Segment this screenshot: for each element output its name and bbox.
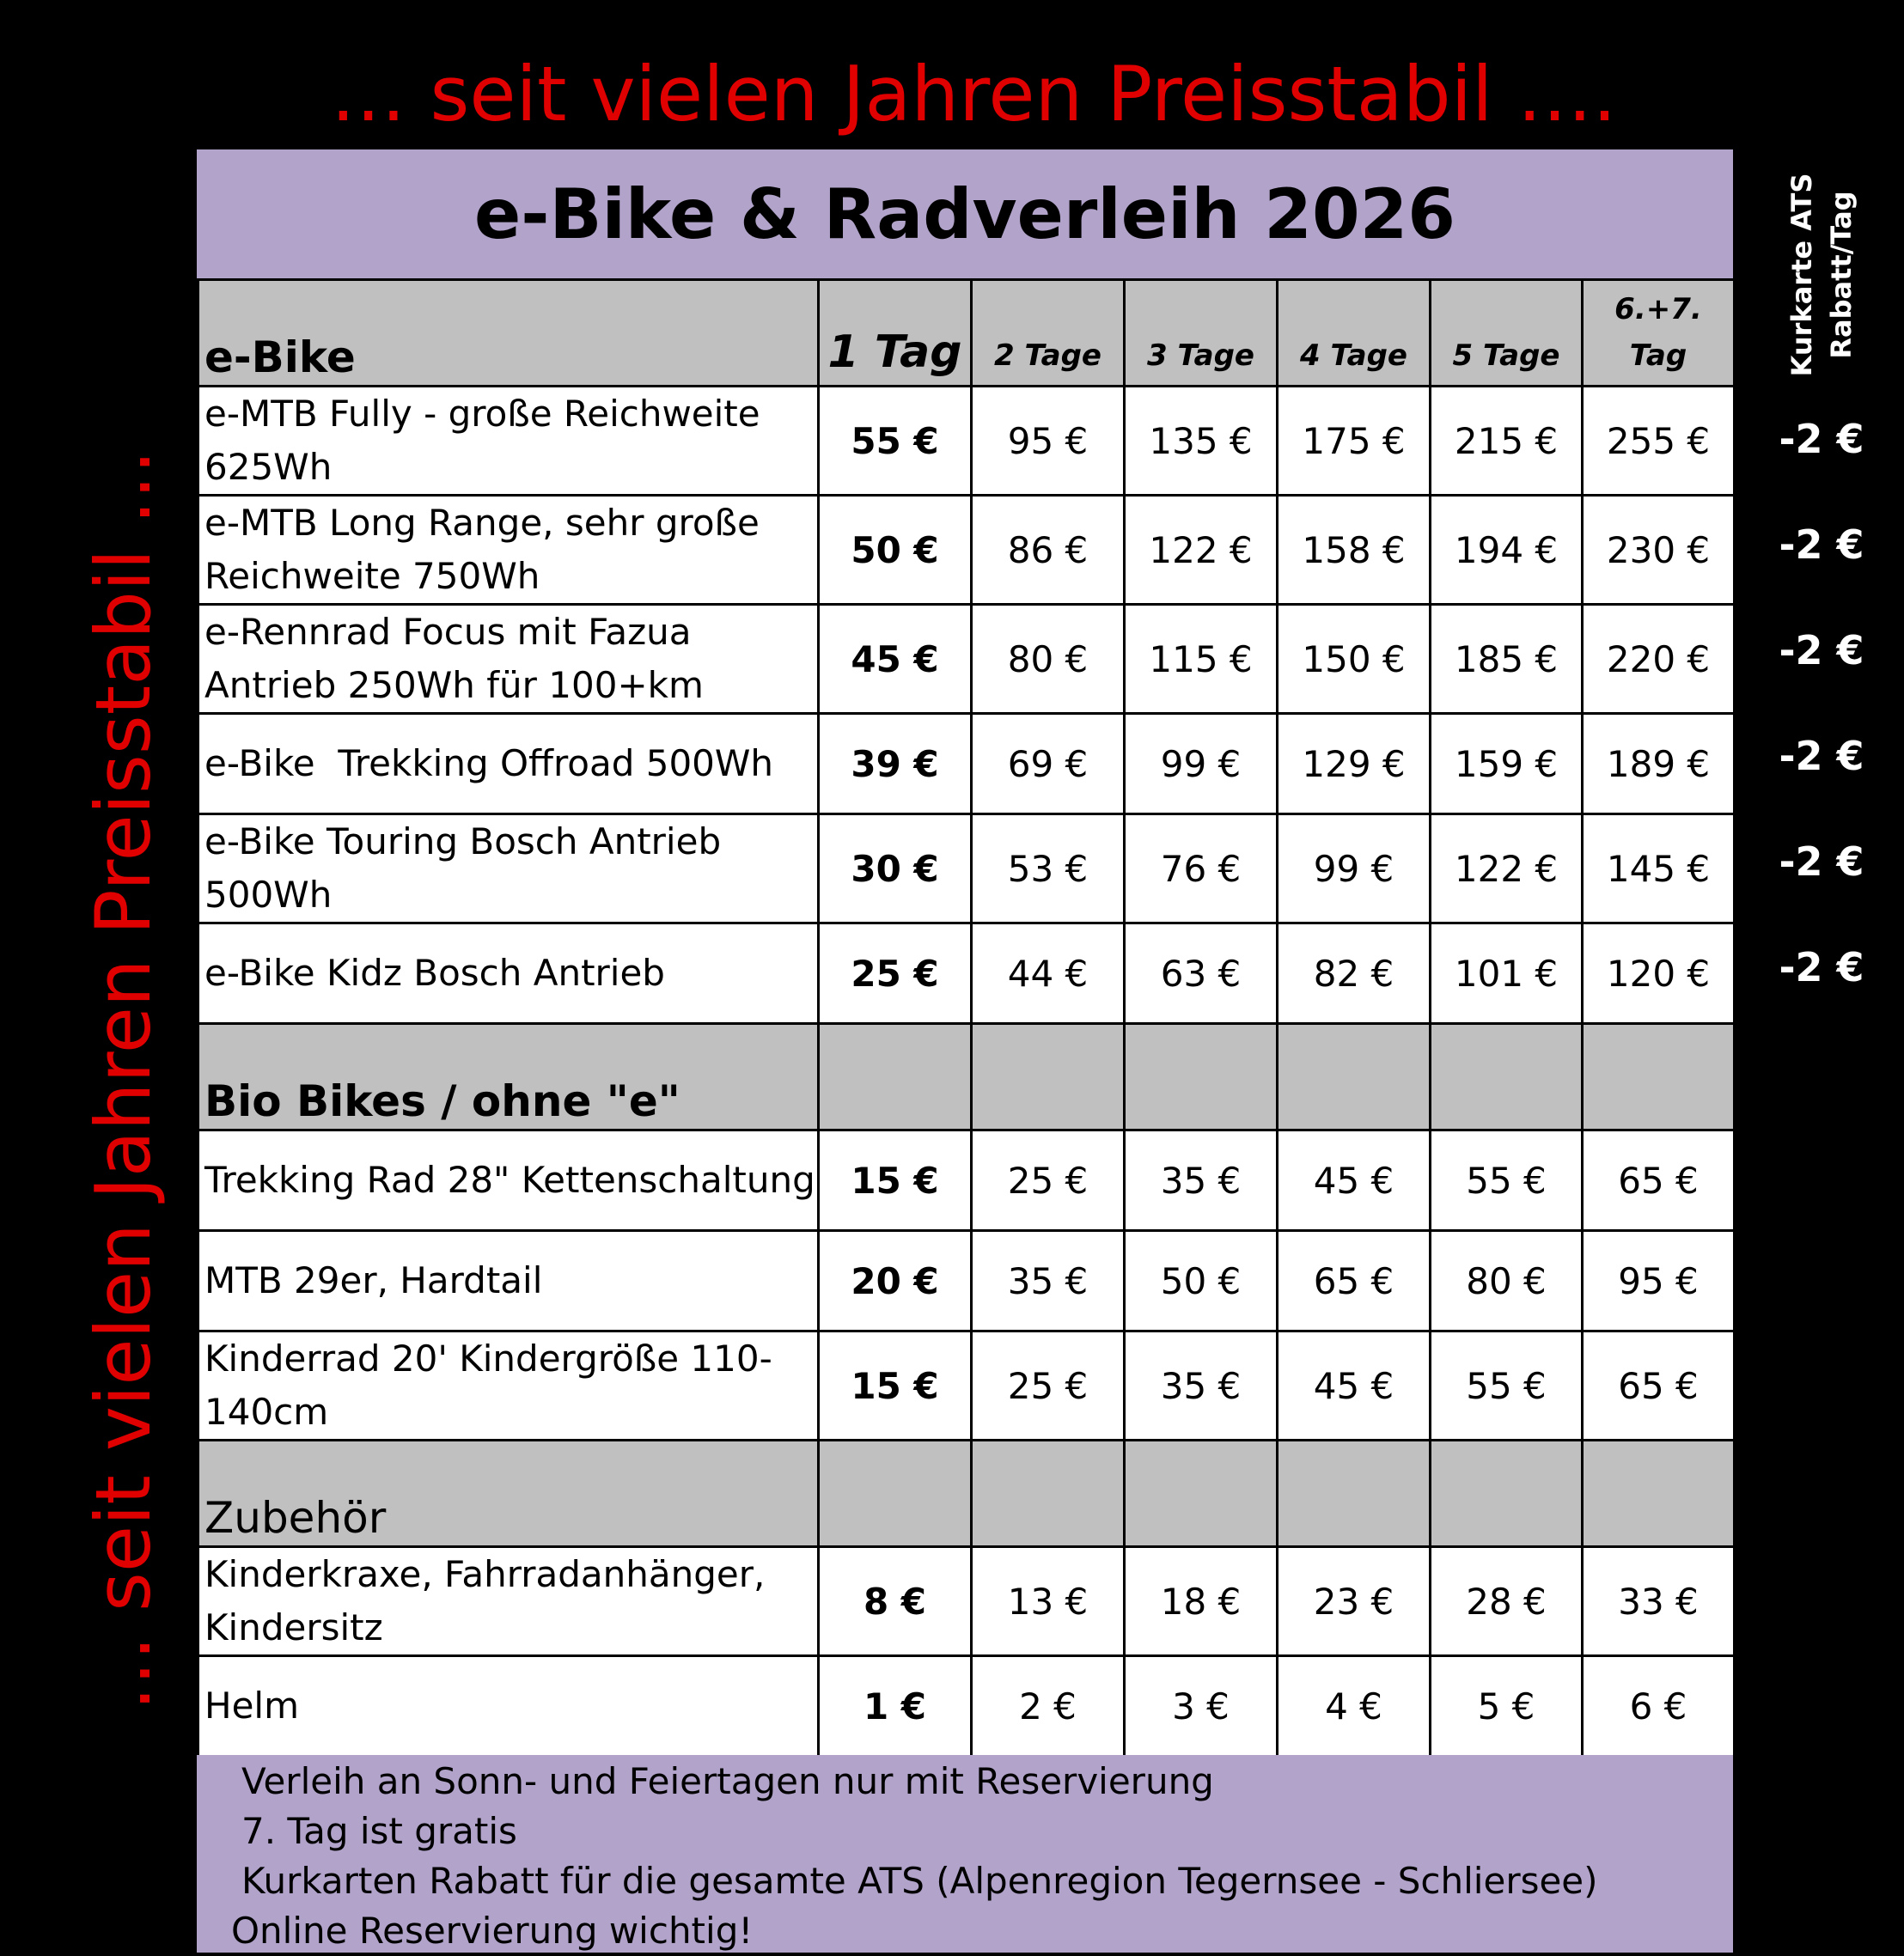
price-1-day: 20 € [819,1231,972,1331]
column-header-6-7-day: 6.+7. Tag [1583,280,1735,387]
price-3-days: 50 € [1125,1231,1278,1331]
table-row [198,1547,1735,1656]
price-3-days: 135 € [1125,387,1278,496]
price-6-7-days: 95 € [1583,1231,1735,1331]
price-3-days: 3 € [1125,1656,1278,1757]
price-5-days: 194 € [1431,496,1583,605]
section-title-bio-bikes: Bio Bikes / ohne "e" [198,1024,819,1130]
price-2-days: 86 € [972,496,1125,605]
price-1-day: 55 € [819,387,972,496]
price-4-days: 4 € [1278,1656,1431,1757]
item-name: Kinderrad 20' Kindergröße 110- 140cm [198,1331,819,1441]
column-header-2-days: 2 Tage [972,280,1125,387]
price-6-7-days: 145 € [1583,814,1735,923]
discount-header-line1: Kurkarte ATS [1785,173,1818,377]
page-title: e-Bike & Radverleih 2026 [197,149,1733,278]
price-1-day: 15 € [819,1331,972,1441]
discount-value: -2 € [1779,521,1864,568]
table-row [198,923,1735,1024]
price-3-days: 76 € [1125,814,1278,923]
price-5-days: 159 € [1431,714,1583,814]
price-6-7-days: 6 € [1583,1656,1735,1757]
item-name: Helm [198,1656,819,1757]
price-4-days: 99 € [1278,814,1431,923]
price-4-days: 45 € [1278,1331,1431,1441]
discount-value: -2 € [1779,627,1864,673]
section-header-row [198,1024,1735,1130]
table-row [198,1331,1735,1441]
price-3-days: 115 € [1125,605,1278,714]
price-6-7-days: 255 € [1583,387,1735,496]
price-3-days: 35 € [1125,1331,1278,1441]
table-row [198,1656,1735,1757]
side-banner: … seit vielen Jahren Preisstabil … [79,449,168,1711]
price-3-days: 63 € [1125,923,1278,1024]
column-header-4-days: 4 Tage [1278,280,1431,387]
price-4-days: 158 € [1278,496,1431,605]
price-2-days: 53 € [972,814,1125,923]
table-row [198,1231,1735,1331]
item-name: e-MTB Fully - große Reichweite 625Wh [198,387,819,496]
price-5-days: 122 € [1431,814,1583,923]
price-table [197,278,1736,1758]
price-6-7-days: 220 € [1583,605,1735,714]
price-5-days: 5 € [1431,1656,1583,1757]
price-4-days: 175 € [1278,387,1431,496]
price-2-days: 25 € [972,1331,1125,1441]
price-3-days: 18 € [1125,1547,1278,1656]
price-2-days: 44 € [972,923,1125,1024]
price-4-days: 82 € [1278,923,1431,1024]
item-name: Trekking Rad 28" Kettenschaltung [198,1130,819,1231]
table-row [198,387,1735,496]
price-5-days: 80 € [1431,1231,1583,1331]
price-2-days: 2 € [972,1656,1125,1757]
price-2-days: 95 € [972,387,1125,496]
price-1-day: 25 € [819,923,972,1024]
discount-value: -2 € [1779,416,1864,462]
price-6-7-days: 33 € [1583,1547,1735,1656]
price-5-days: 28 € [1431,1547,1583,1656]
table-row [198,714,1735,814]
price-1-day: 8 € [819,1547,972,1656]
price-sheet [197,149,1733,1953]
price-6-7-days: 189 € [1583,714,1735,814]
price-2-days: 13 € [972,1547,1125,1656]
column-header-5-days: 5 Tage [1431,280,1583,387]
price-5-days: 185 € [1431,605,1583,714]
discount-header-line2: Rabatt/Tag [1825,191,1858,359]
footer-note-kurkarte: Kurkarten Rabatt für die gesamte ATS (Alpenregion Tegernsee - Schliersee) [241,1860,1598,1902]
item-name: e-Bike Touring Bosch Antrieb 500Wh [198,814,819,923]
price-3-days: 35 € [1125,1130,1278,1231]
price-1-day: 50 € [819,496,972,605]
price-2-days: 80 € [972,605,1125,714]
item-name: e-Bike Kidz Bosch Antrieb [198,923,819,1024]
top-banner: … seit vielen Jahren Preisstabil …. [330,50,1617,138]
price-4-days: 65 € [1278,1231,1431,1331]
price-6-7-days: 230 € [1583,496,1735,605]
column-header-1-day: 1 Tag [819,280,972,387]
table-header-row [198,280,1735,387]
price-6-7-days: 65 € [1583,1331,1735,1441]
price-1-day: 15 € [819,1130,972,1231]
price-5-days: 215 € [1431,387,1583,496]
price-2-days: 25 € [972,1130,1125,1231]
item-name: MTB 29er, Hardtail [198,1231,819,1331]
discount-value: -2 € [1779,838,1864,885]
table-row [198,1130,1735,1231]
discount-value: -2 € [1779,944,1864,990]
table-row [198,496,1735,605]
price-5-days: 55 € [1431,1331,1583,1441]
discount-column-header [1753,163,1890,387]
price-4-days: 150 € [1278,605,1431,714]
footer-note-free-day: 7. Tag ist gratis [241,1810,517,1852]
table-row [198,605,1735,714]
footer-note-reservation: Verleih an Sonn- und Feiertagen nur mit Reservierung [241,1760,1214,1802]
price-4-days: 23 € [1278,1547,1431,1656]
table-row [198,814,1735,923]
footer-note-online: Online Reservierung wichtig! [231,1910,754,1952]
column-header-3-days: 3 Tage [1125,280,1278,387]
price-1-day: 30 € [819,814,972,923]
price-5-days: 55 € [1431,1130,1583,1231]
price-6-7-days: 65 € [1583,1130,1735,1231]
price-4-days: 45 € [1278,1130,1431,1231]
price-1-day: 1 € [819,1656,972,1757]
section-title-ebike: e-Bike [198,280,819,387]
price-2-days: 69 € [972,714,1125,814]
section-header-row [198,1441,1735,1547]
price-3-days: 99 € [1125,714,1278,814]
item-name: e-Bike Trekking Offroad 500Wh [198,714,819,814]
price-2-days: 35 € [972,1231,1125,1331]
price-6-7-days: 120 € [1583,923,1735,1024]
price-3-days: 122 € [1125,496,1278,605]
item-name: Kinderkraxe, Fahrradanhänger, Kindersitz [198,1547,819,1656]
item-name: e-Rennrad Focus mit Fazua Antrieb 250Wh für 100+km [198,605,819,714]
price-5-days: 101 € [1431,923,1583,1024]
discount-value: -2 € [1779,733,1864,779]
price-1-day: 45 € [819,605,972,714]
item-name: e-MTB Long Range, sehr große Reichweite 750Wh [198,496,819,605]
price-1-day: 39 € [819,714,972,814]
section-title-accessories: Zubehör [198,1441,819,1547]
price-4-days: 129 € [1278,714,1431,814]
footer-notes [197,1755,1733,1953]
